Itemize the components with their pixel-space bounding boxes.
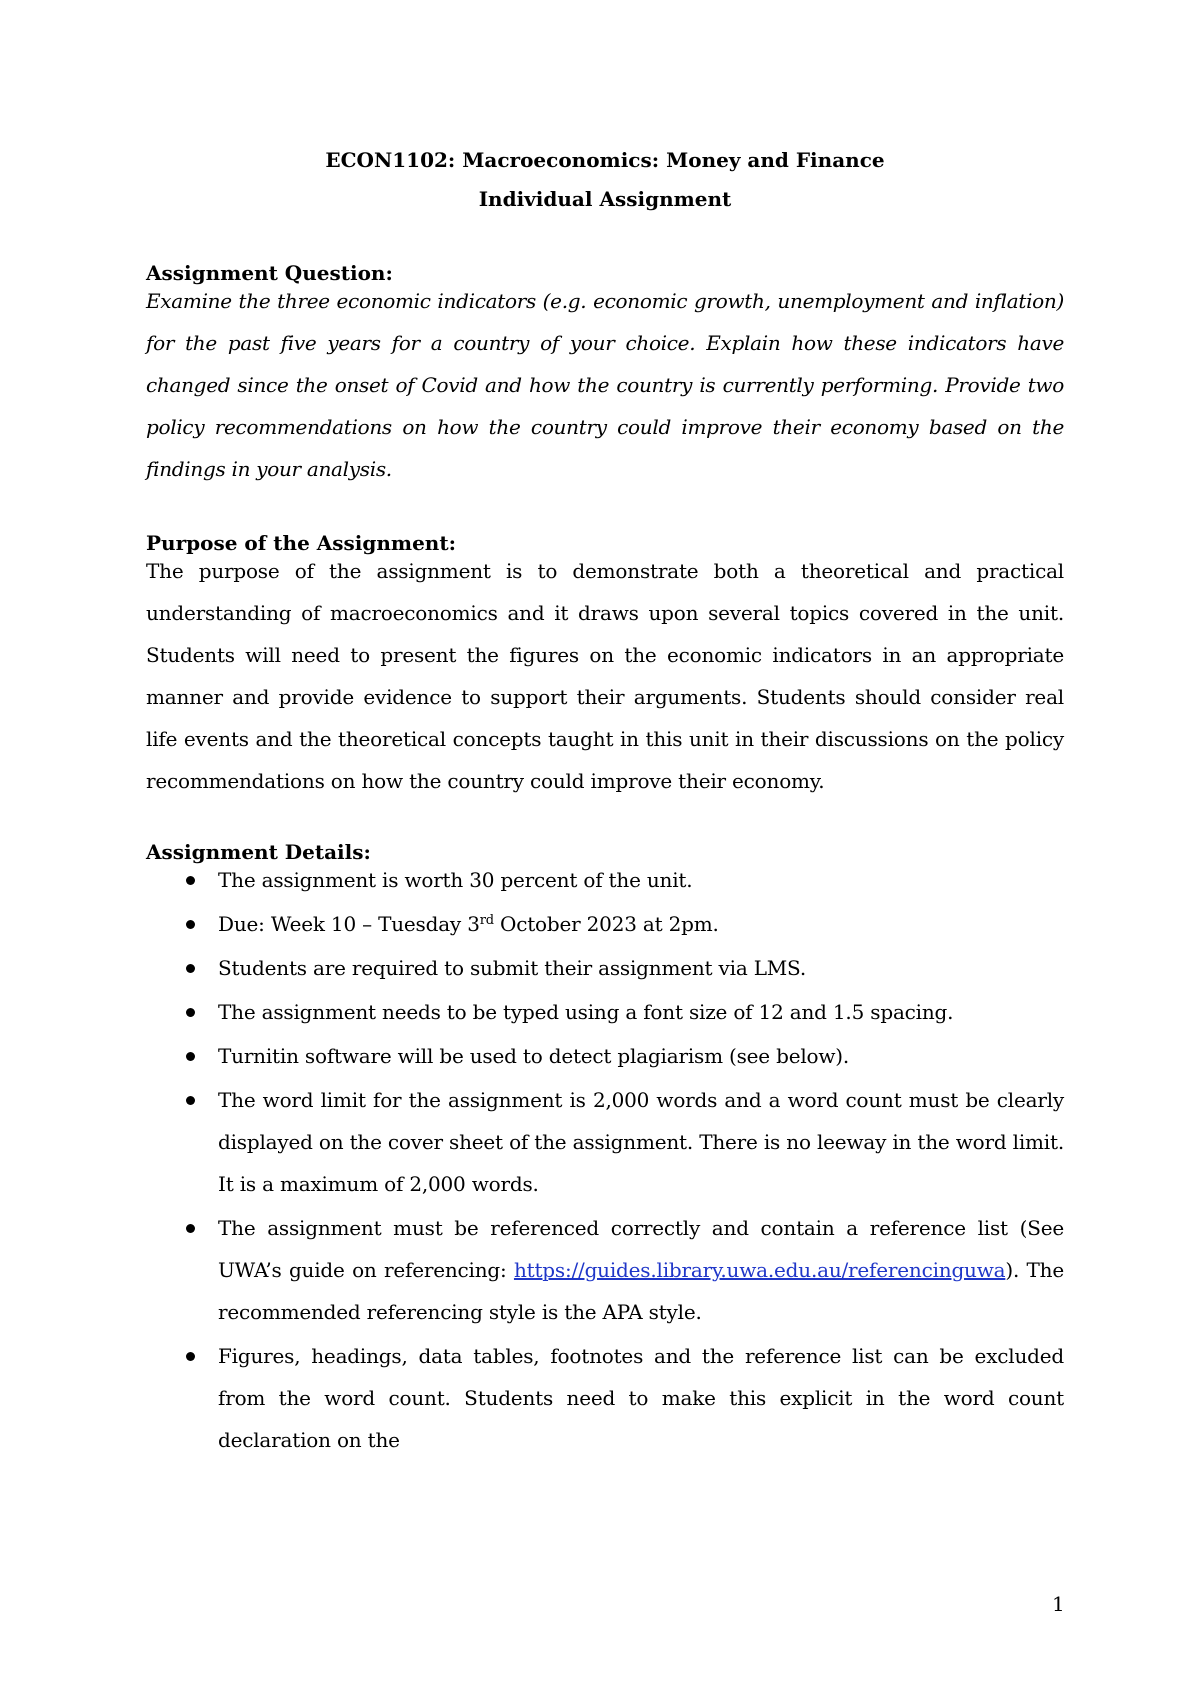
bullet-icon <box>186 920 195 929</box>
bullet-icon <box>186 1224 195 1233</box>
list-item <box>146 947 1064 989</box>
detail-exclusions: Figures, headings, data tables, footnotes and the reference list can be excluded from the word count. Students need to make this explicit in the word count declaration on the <box>218 1344 1064 1452</box>
list-item <box>146 1035 1064 1077</box>
purpose-heading: Purpose of the Assignment: <box>146 531 456 555</box>
detail-due-date: Due: Week 10 – Tuesday 3rd October 2023 at 2pm. <box>218 912 719 936</box>
list-item <box>146 991 1064 1033</box>
question-heading: Assignment Question: <box>146 261 393 285</box>
detail-submission: Students are required to submit their assignment via LMS. <box>218 956 807 980</box>
bullet-icon <box>186 876 195 885</box>
list-item <box>146 1207 1064 1333</box>
details-list <box>146 859 1064 1463</box>
bullet-icon <box>186 1052 195 1061</box>
list-item <box>146 1079 1064 1205</box>
detail-formatting: The assignment needs to be typed using a font size of 12 and 1.5 spacing. <box>218 1000 954 1024</box>
document-title: ECON1102: Macroeconomics: Money and Finance <box>325 148 885 172</box>
referencing-guide-link[interactable]: https://guides.library.uwa.edu.au/referencinguwa <box>513 1258 1006 1282</box>
document-subtitle: Individual Assignment <box>478 187 732 211</box>
bullet-icon <box>186 1008 195 1017</box>
bullet-icon <box>186 1096 195 1105</box>
question-text: Examine the three economic indicators (e.g. economic growth, unemployment and inflation) for the past five years for a country of your choice. Explain how these indicators have changed since the onset of Covid and how the country is currently performing. Provide two policy recommendations on how the country could improve their economy based on the findings in your analysis. <box>146 289 1064 481</box>
purpose-text: The purpose of the assignment is to demonstrate both a theoretical and practical understanding of macroeconomics and it draws upon several topics covered in the unit. Students will need to present the figures on the economic indicators in an appropriate manner and provide evidence to support their arguments. Students should consider real life events and the theoretical concepts taught in this unit in their discussions on the policy recommendations on how the country could improve their economy. <box>146 559 1064 793</box>
detail-plagiarism: Turnitin software will be used to detect plagiarism (see below). <box>218 1044 850 1068</box>
bullet-icon <box>186 964 195 973</box>
detail-referencing: The assignment must be referenced correctly and contain a reference list (See UWA’s guide on referencing: https://guides.library.uwa.edu.au/referencinguwa). The recommended referencing style is the APA style. <box>218 1216 1064 1324</box>
details-heading: Assignment Details: <box>146 840 371 864</box>
list-item <box>146 903 1064 945</box>
bullet-icon <box>186 1352 195 1361</box>
detail-word-limit: The word limit for the assignment is 2,000 words and a word count must be clearly displayed on the cover sheet of the assignment. There is no leeway in the word limit. It is a maximum of 2,000 words. <box>218 1088 1064 1196</box>
list-item <box>146 1335 1064 1461</box>
page-number: 1 <box>1052 1592 1065 1616</box>
list-item <box>146 859 1064 901</box>
detail-worth: The assignment is worth 30 percent of the unit. <box>218 868 693 892</box>
